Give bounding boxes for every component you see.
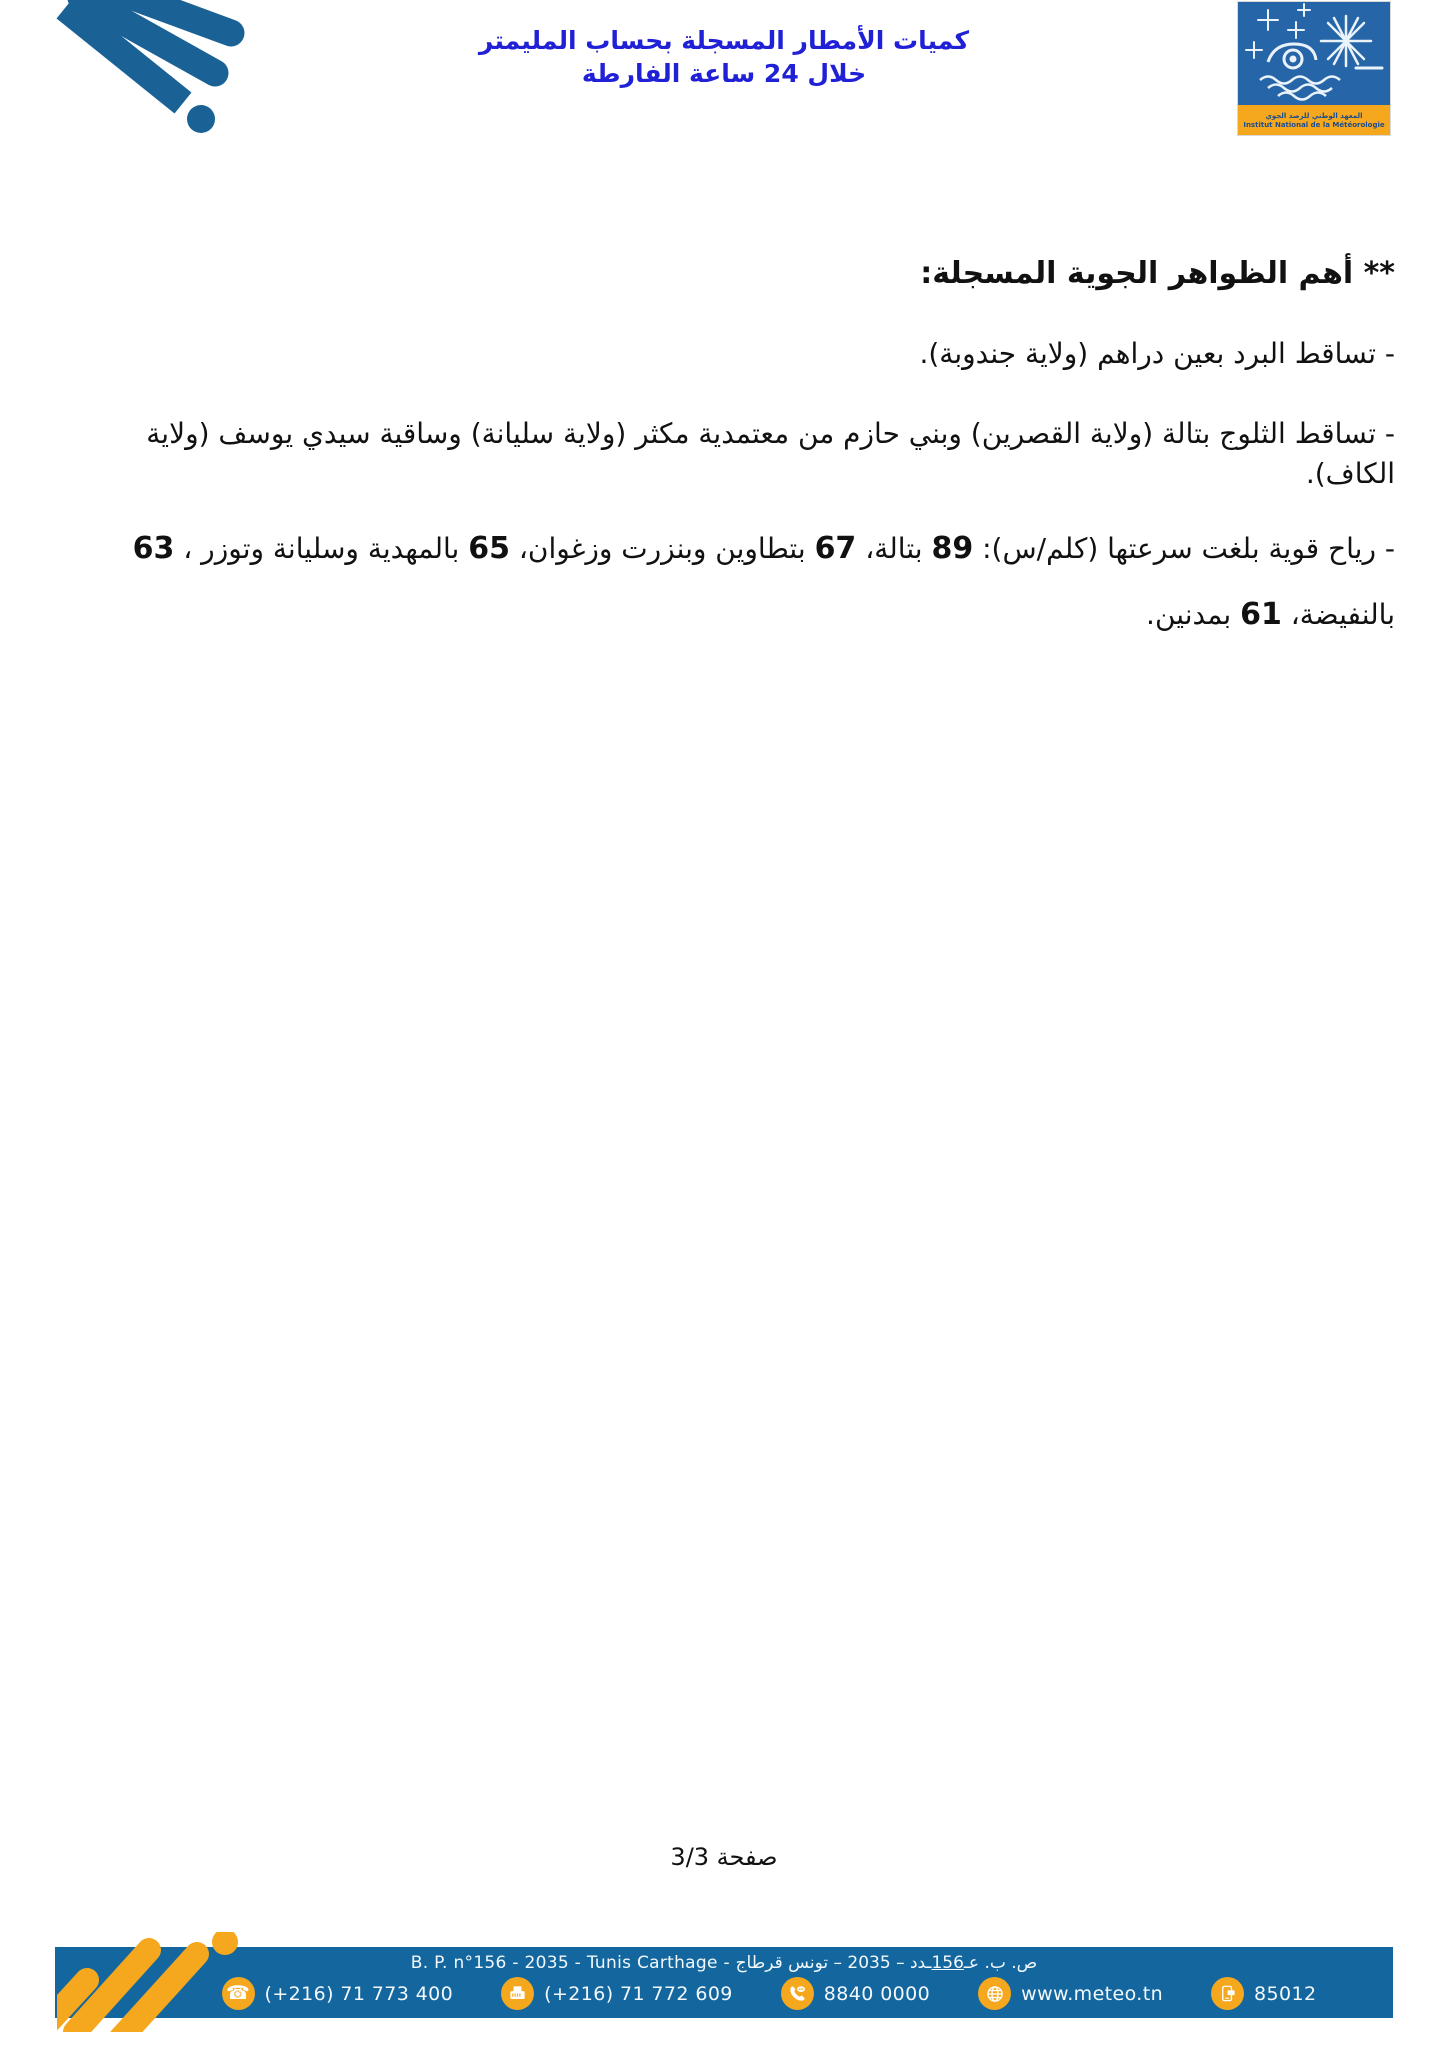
document-title-line2: خلال 24 ساعة الفارطة — [581, 59, 867, 88]
globe-icon — [978, 1977, 1011, 2010]
postal-address-arabic: ص. ب. عـ156ـدد – 2035 – تونس قرطاج — [735, 1953, 1038, 1973]
report-body — [0, 140, 1448, 648]
inm-emblem-graphic — [1238, 2, 1390, 105]
bullet-hail: - تساقط البرد بعين دراهم (ولاية جندوبة). — [919, 337, 1395, 370]
wind-text-segment: بالنفيضة، — [1281, 598, 1395, 631]
inm-org-name-arabic: المعهد الوطني للرصد الجوي — [1265, 111, 1363, 120]
footer-contacts — [165, 1977, 1373, 2010]
phone-number: (+216) 71 773 400 — [264, 1982, 454, 2005]
wind-speed-value: 89 — [931, 531, 974, 566]
wind-text-segment: بتطاوين وبنزرت وزغوان، — [509, 532, 815, 565]
sms-icon — [1211, 1977, 1244, 2010]
postal-box-number: 156 — [931, 1953, 964, 1973]
bullet-wind — [60, 516, 1395, 648]
document-title-line1: كميات الأمطار المسجلة بحساب المليمتر — [478, 26, 970, 55]
wind-text-segment: - رياح قوية بلغت سرعتها (كلم/س): — [973, 532, 1395, 565]
inm-seal-logo — [1238, 2, 1390, 135]
postal-address — [55, 1953, 1393, 1973]
document-title — [0, 24, 1448, 90]
wind-speed-value: 61 — [1240, 597, 1282, 632]
fax-number: (+216) 71 772 609 — [544, 1982, 733, 2005]
sms-number: 85012 — [1254, 1982, 1317, 2005]
section-heading: ** أهم الظواهر الجوية المسجلة: — [920, 256, 1395, 291]
footer-bar — [55, 1947, 1393, 2018]
bullet-snow: - تساقط الثلوج بتالة (ولاية القصرين) وبني حازم من معتمدية مكثر (ولاية سليانة) وساقية سيدي يوسف (ولاية الكاف). — [146, 417, 1395, 490]
wind-speed-value: 65 — [468, 531, 510, 566]
inm-logo-band — [1238, 105, 1390, 135]
contact-sms — [1211, 1977, 1316, 2010]
website-url: www.meteo.tn — [1021, 1982, 1164, 2005]
inm-org-name-french: Institut National de la Météorologie — [1243, 120, 1385, 129]
page-header — [0, 0, 1448, 150]
wind-text-segment: بمدنين. — [1146, 598, 1241, 631]
contact-fax — [501, 1977, 733, 2010]
fax-icon — [501, 1977, 534, 2010]
wind-speed-value: 63 — [132, 531, 175, 566]
call-icon — [781, 1977, 814, 2010]
contact-phone — [222, 1977, 454, 2010]
callcenter-number: 8840 0000 — [823, 1982, 931, 2005]
contact-callcenter — [781, 1977, 930, 2010]
wind-speed-value: 67 — [814, 531, 857, 566]
page-number: صفحة 3/3 — [670, 1843, 778, 1871]
wind-text-segment: بالمهدية وسليانة وتوزر ، — [174, 532, 469, 565]
contact-website — [978, 1977, 1163, 2010]
postal-address-latin: B. P. n°156 - 2035 - Tunis Carthage - — [410, 1953, 736, 1973]
wind-text-segment: بتالة، — [856, 532, 932, 565]
phone-icon: ☎ — [222, 1977, 255, 2010]
